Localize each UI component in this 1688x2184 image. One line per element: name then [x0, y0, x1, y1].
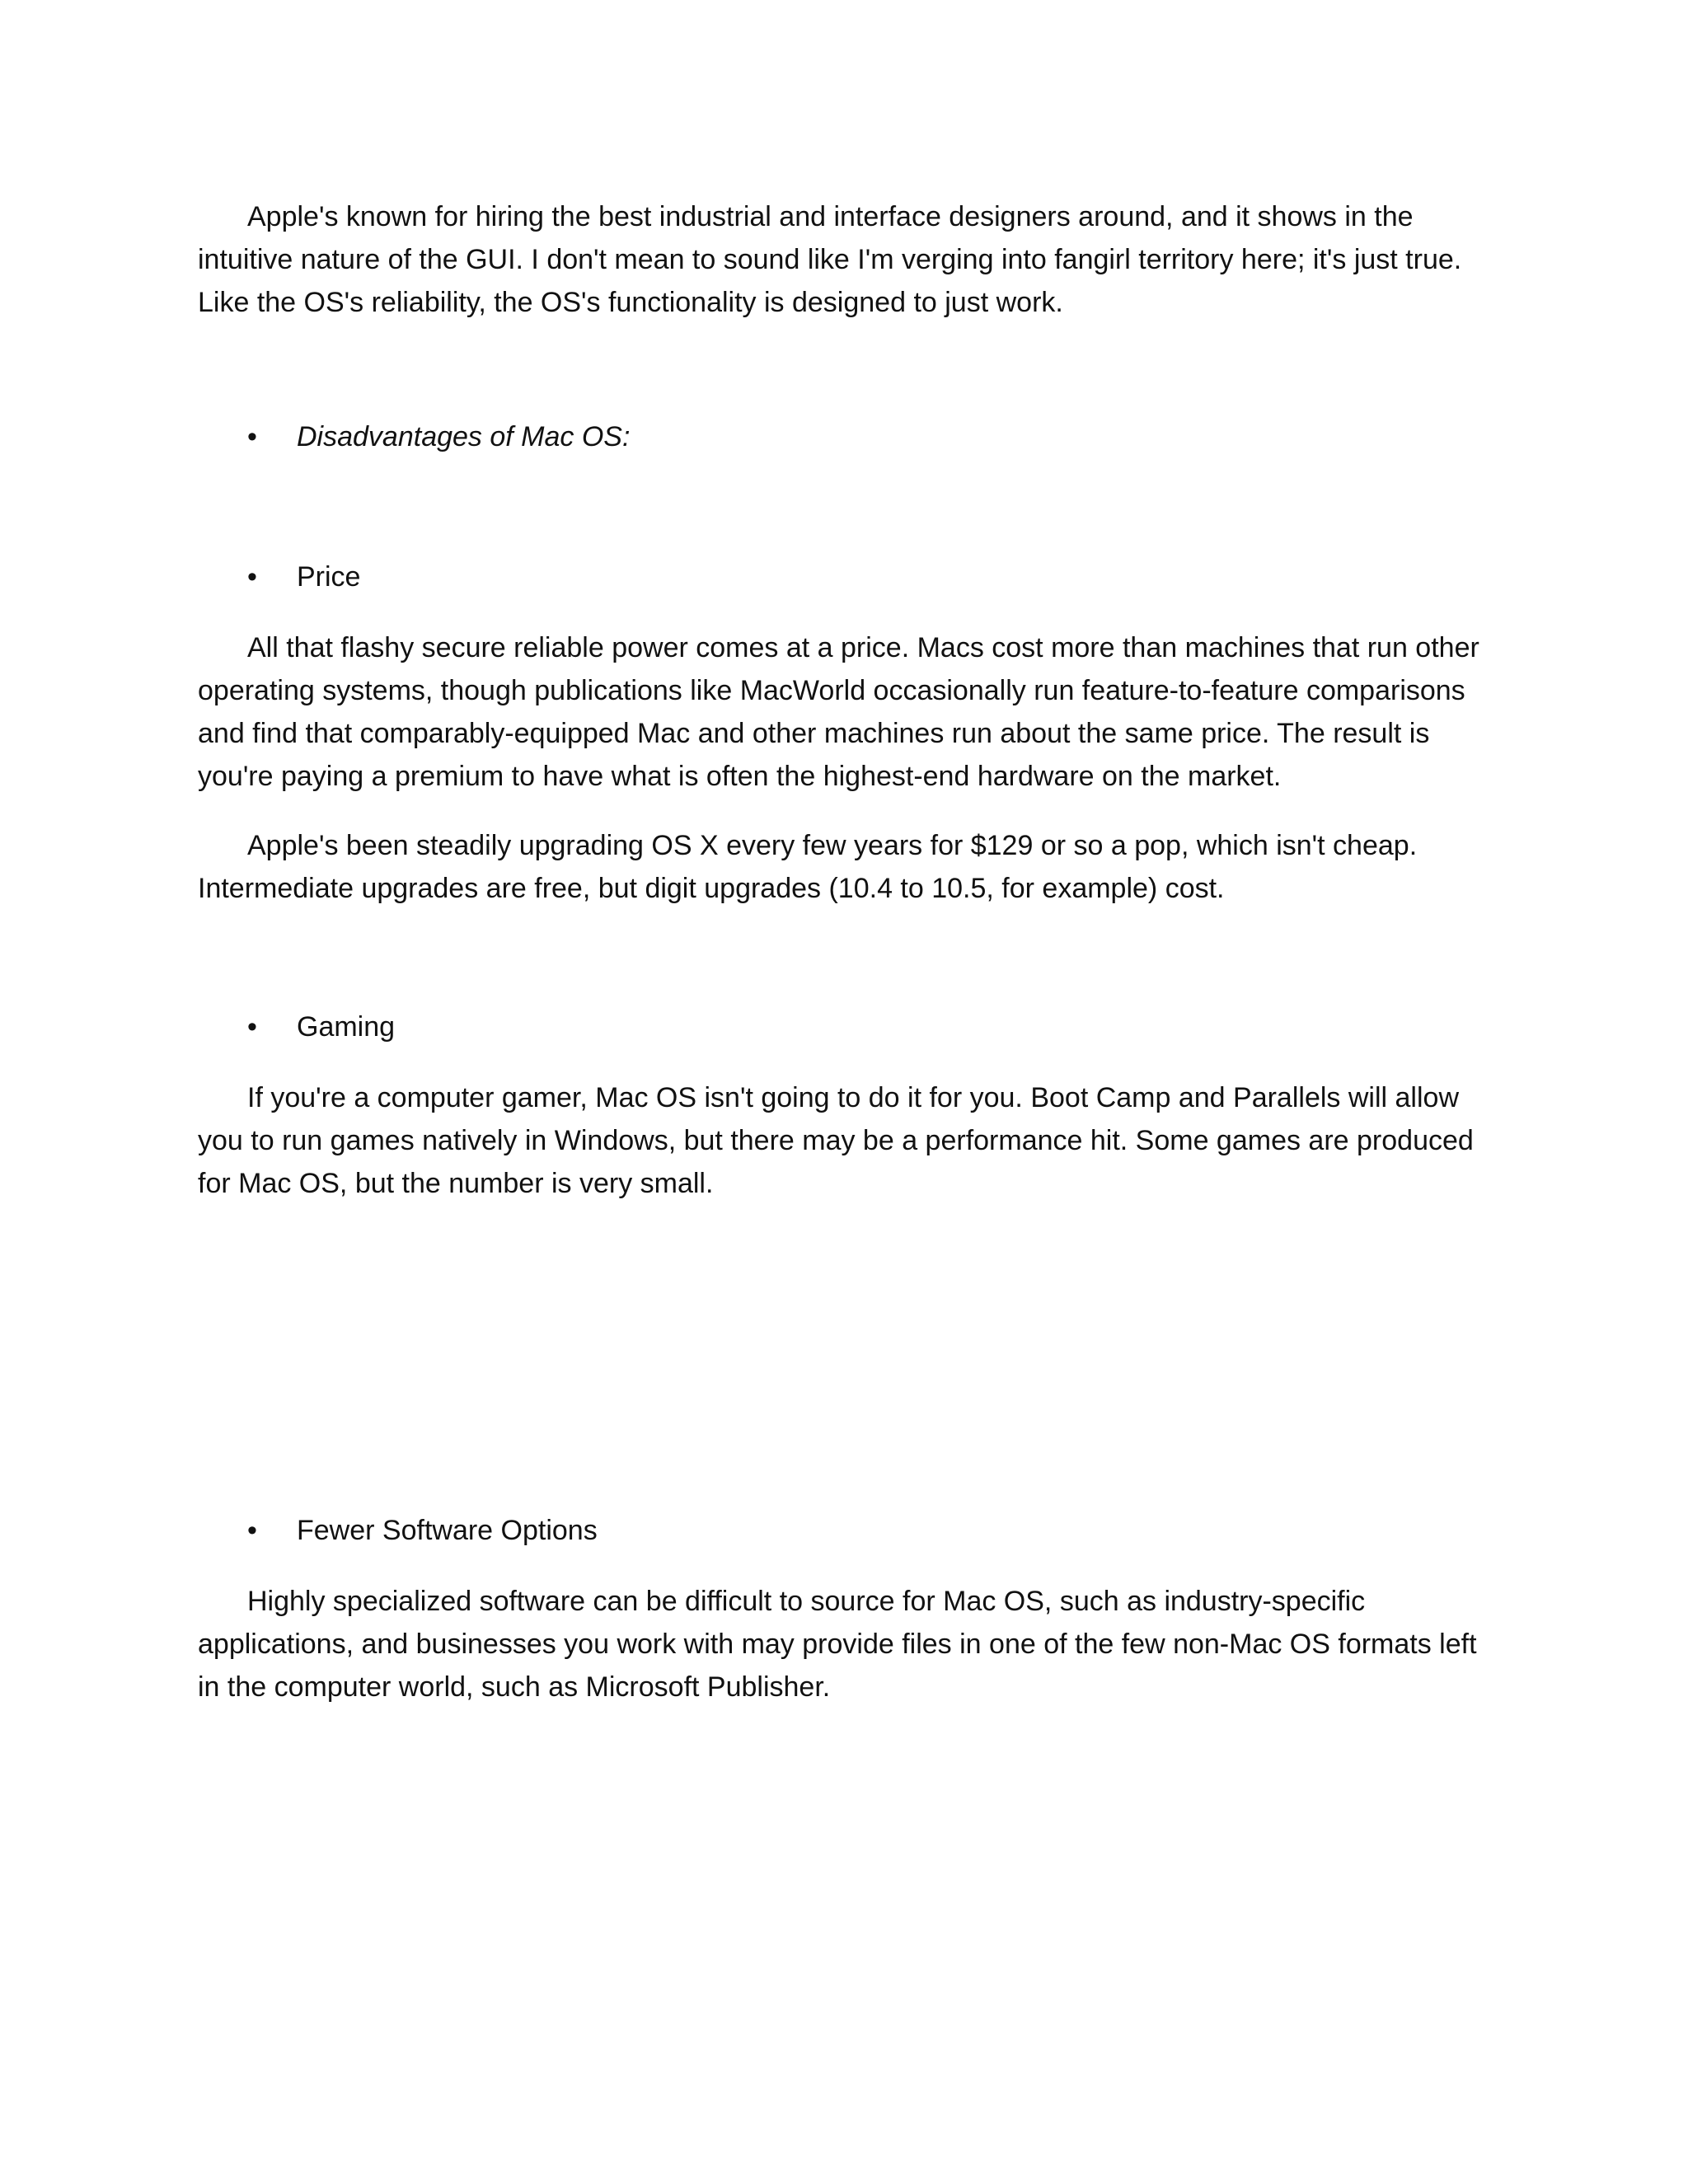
bullet-item-software [247, 1509, 598, 1552]
bullet-icon: • [247, 561, 257, 593]
bullet-item-gaming [247, 1005, 395, 1048]
paragraph-software: Highly specialized software can be difficult to source for Mac OS, such as industry-specific applications, and businesses you work with may provide files in one of the few non-Mac OS formats left in the computer world, such as Microsoft Publisher. [198, 1586, 1477, 1703]
paragraph-gaming: If you're a computer gamer, Mac OS isn't going to do it for you. Boot Camp and Parallels will allow you to run games natively in Windows, but there may be a performance hit. Some games are produced for Mac OS, but the number is very small. [198, 1082, 1474, 1199]
paragraph-gui-design: Apple's known for hiring the best industrial and interface designers around, and it shows in the intuitive nature of the GUI. I don't mean to sound like I'm verging into fangirl territory here; it's just true. Like the OS's reliability, the OS's functionality is designed to just work. [198, 201, 1462, 318]
bullet-label-software: Fewer Software Options [297, 1515, 598, 1546]
bullet-icon: • [247, 1011, 257, 1043]
bullet-item-disadvantages [247, 415, 630, 458]
paragraph-price-upgrades: Apple's been steadily upgrading OS X every few years for $129 or so a pop, which isn't cheap. Intermediate upgrades are free, but digit upgrades (10.4 to 10.5, for example) cost. [198, 830, 1418, 904]
bullet-label-gaming: Gaming [297, 1011, 396, 1043]
bullet-item-price [247, 555, 360, 598]
paragraph-price-cost: All that flashy secure reliable power comes at a price. Macs cost more than machines that run other operating systems, though publications like MacWorld occasionally run feature-to-feature comparisons and find that comparably-equipped Mac and other machines run about the same price. The result is you're paying a premium to have what is often the highest-end hardware on the market. [198, 632, 1479, 792]
bullet-label-price: Price [297, 561, 361, 593]
bullet-icon: • [247, 421, 257, 452]
bullet-icon: • [247, 1515, 257, 1546]
bullet-label-disadvantages: Disadvantages of Mac OS: [297, 421, 631, 452]
